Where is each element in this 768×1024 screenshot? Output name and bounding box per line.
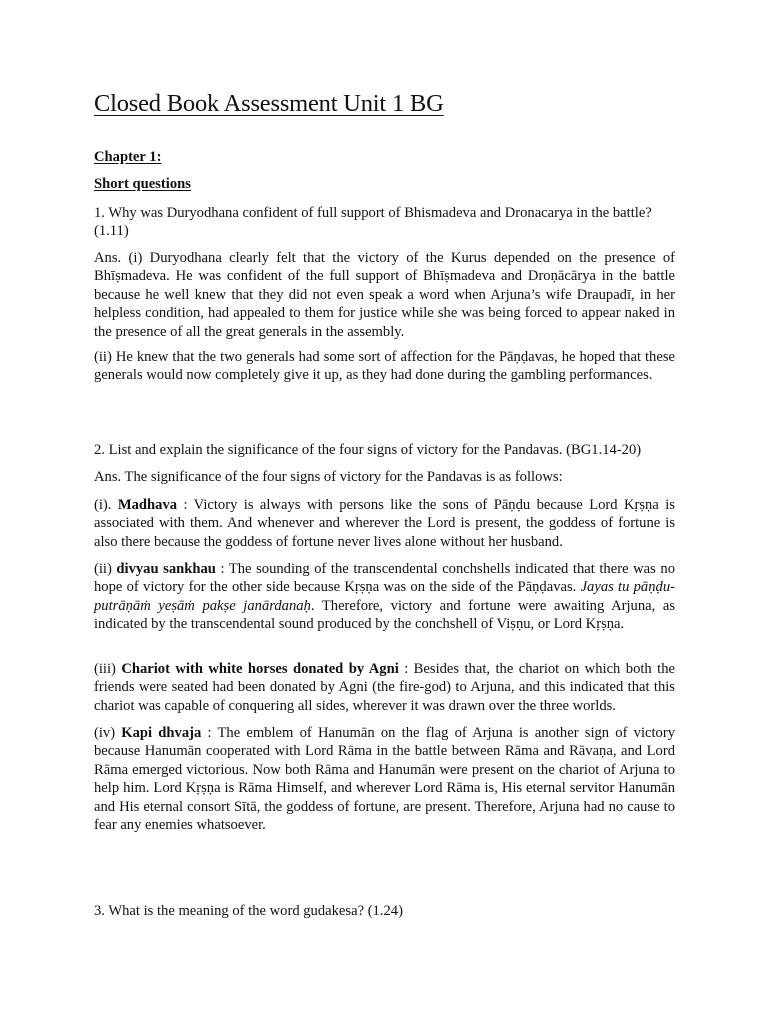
section-heading [94, 175, 675, 193]
sign-2-number: (ii) [94, 561, 117, 577]
sign-2-name: divyau sankhau [116, 561, 216, 577]
sign-of-victory-1 [94, 496, 675, 551]
sign-1-text: : Victory is always with persons like the sons of Pāṇḍu because Lord Kṛṣṇa is associated with them. And whenever and wherever the Lord is present, the goddess of fortune is also there because the goddess of fortune never lives alone without her husband. [94, 497, 675, 550]
chapter-heading [94, 148, 675, 166]
document-title: Closed Book Assessment Unit 1 BG [94, 90, 444, 117]
section-label: Short questions [94, 176, 191, 192]
question-1: 1. Why was Duryodhana confident of full support of Bhismadeva and Dronacarya in the battle? (1.11) [94, 205, 652, 240]
question-3: 3. What is the meaning of the word gudakesa? (1.24) [94, 903, 403, 919]
sign-3-name: Chariot with white horses donated by Agni [121, 661, 399, 677]
sign-of-victory-3 [94, 660, 675, 715]
sign-4-text: : The emblem of Hanumān on the flag of Arjuna is another sign of victory because Hanumān cooperated with Lord Rāma in the battle between Rāma and Rāvaṇa, and Lord Rāma emerged victorious. Now both Rāma and Hanumān were present on the chariot of Arjuna to help him. Lord Kṛṣṇa is Rāma Himself, and wherever Lord Rāma is, His eternal servitor Hanumān and His eternal consort Sītā, the goddess of fortune, are present. Therefore, Arjuna had no cause to fear any enemies whatsoever. [94, 725, 675, 834]
answer-1-part-ii: (ii) He knew that the two generals had some sort of affection for the Pāṇḍavas, he hoped that these generals would now completely give it up, as they had done during the gambling performances. [94, 349, 675, 384]
sign-2-text: : The sounding of the transcendental conchshells indicated that there was no hope of victory for the other side because Kṛṣṇa was on the side of the Pāṇḍavas. [94, 561, 675, 596]
sign-2-quote: Jayas tu pāṇḍu-putrāṇāṁ yeṣāṁ pakṣe janārdanaḥ [94, 579, 675, 614]
sign-4-number: (iv) [94, 725, 122, 741]
chapter-label: Chapter 1: [94, 149, 162, 165]
sign-1-number: (i). [94, 497, 118, 513]
sign-1-name: Madhava [117, 497, 178, 513]
answer-1-part-i: Ans. (i) Duryodhana clearly felt that the victory of the Kurus depended on the presence of Bhīṣmadeva. He was confident of the full support of Bhīṣmadeva and Droṇācārya in the battle because he well knew that they did not even speak a word when Arjuna’s wife Draupadī, in her helpless condition, had appealed to them for justice while she was being forced to appear naked in the presence of all the great generals in the assembly. [94, 250, 675, 340]
sign-3-text: : Besides that, the chariot on which both the friends were seated had been donated by Agni (the fire-god) to Arjuna, and this indicated that this chariot was capable of conquering all sides, wherever it was drawn over the three worlds. [94, 661, 675, 714]
sign-3-number: (iii) [94, 661, 122, 677]
sign-of-victory-2 [94, 560, 675, 634]
sign-of-victory-4 [94, 724, 675, 834]
sign-2-text-continued: . Therefore, victory and fortune were awaiting Arjuna, as indicated by the transcendental sound produced by the conchshell of Viṣṇu, or Lord Kṛṣṇa. [94, 597, 676, 633]
sign-4-name: Kapi dhvaja [121, 725, 202, 741]
answer-2-intro: Ans. The significance of the four signs of victory for the Pandavas is as follows: [94, 469, 563, 485]
question-2: 2. List and explain the significance of the four signs of victory for the Pandavas. (BG1.14-20) [94, 442, 642, 458]
